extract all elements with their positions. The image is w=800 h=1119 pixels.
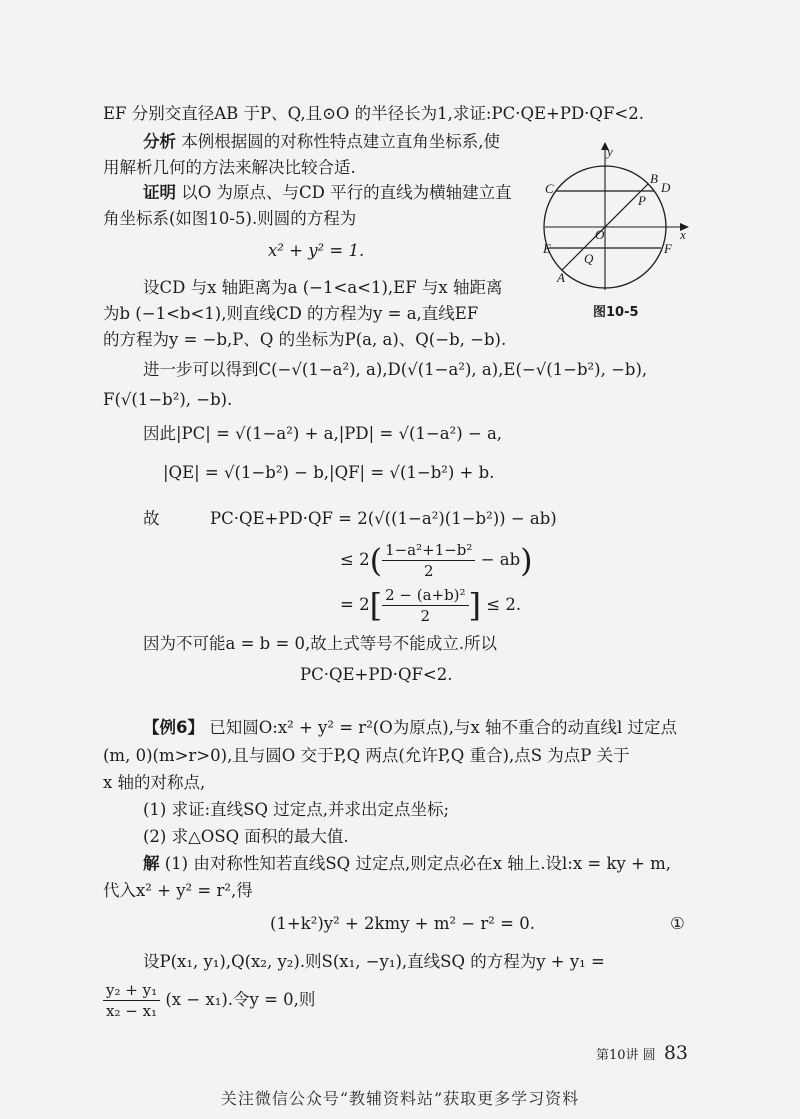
page-number: 83 (663, 1042, 688, 1064)
figure-10-5 (540, 140, 690, 300)
inequality-line-3 (340, 585, 521, 626)
fraction-numerator: 2 − (a+b)² (382, 585, 468, 606)
circle-equation: x² + y² = 1. (268, 241, 365, 260)
proof-label: 证明 (143, 183, 176, 202)
ineq2-tail: − ab (480, 550, 521, 569)
label-d: D (661, 180, 671, 195)
text-line-p8: 因此|PC| = √(1−a²) + a,|PD| = √(1−a²) − a, (143, 424, 503, 443)
ineq2-lead: ≤ 2 (340, 550, 370, 569)
fraction-slope (103, 980, 160, 1021)
bracket-close: ] (468, 586, 482, 625)
ineq3-tail: ≤ 2. (486, 595, 522, 614)
fraction-numerator: y₂ + y₁ (103, 980, 160, 1001)
label-y: y (607, 144, 613, 159)
example-line-2: (m, 0)(m>r>0),且与圆O 交于P,Q 两点(允许P,Q 重合),点S 为点P 关于 (103, 746, 630, 765)
fraction-numerator: 1−a²+1−b² (382, 540, 475, 561)
fraction-denominator: 2 (423, 562, 434, 580)
analysis-line-2: 用解析几何的方法来解决比较合适. (103, 158, 356, 177)
proof-line-2: 角坐标系(如图10-5).则圆的方程为 (103, 209, 357, 228)
paren-close: ) (520, 541, 533, 580)
proof-line-1 (143, 182, 512, 204)
solution-line-3: 设P(x₁, y₁),Q(x₂, y₂).则S(x₁, −y₁),直线SQ 的方程为y + y₁ = (143, 952, 605, 971)
label-f: F (664, 241, 672, 256)
text-line-1: EF 分别交直径AB 于P、Q,且⊙O 的半径长为1,求证:PC·QE+PD·QF<2. (103, 104, 644, 123)
label-o: O (595, 227, 605, 242)
text-line-p5: 的方程为y = −b,P、Q 的坐标为P(a, a)、Q(−b, −b). (103, 330, 507, 349)
inequality-line-2 (340, 540, 533, 581)
gu-label: 故 (143, 509, 160, 528)
text-line-p7: F(√(1−b²), −b). (103, 390, 233, 409)
fraction-denominator: 2 (420, 607, 431, 625)
analysis-line-1 (143, 131, 500, 153)
label-p: P (638, 193, 646, 208)
equation-marker: ① (670, 914, 685, 933)
bracket-open: [ (369, 586, 383, 625)
analysis-text-1: 本例根据圆的对称性特点建立直角坐标系,使 (181, 132, 500, 151)
conclusion-line: PC·QE+PD·QF<2. (300, 665, 453, 684)
solution-label: 解 (143, 854, 160, 873)
label-e: E (543, 241, 551, 256)
chapter-label: 第10讲 圆 (595, 1048, 656, 1063)
inequality-line-1: PC·QE+PD·QF = 2(√((1−a²)(1−b²)) − ab) (210, 509, 557, 528)
label-x: x (680, 227, 686, 242)
solution-line-2: 代入x² + y² = r²,得 (103, 881, 253, 900)
watermark-text: 关注微信公众号“教辅资料站”获取更多学习资料 (220, 1089, 580, 1108)
figure-caption: 图10-5 (593, 305, 639, 320)
paren-open: ( (369, 541, 383, 580)
label-q: Q (584, 251, 594, 266)
solution-line-4-tail: (x − x₁).令y = 0,则 (165, 990, 316, 1009)
label-b: B (650, 171, 658, 186)
proof-text-1: 以O 为原点、与CD 平行的直线为横轴建立直 (181, 183, 512, 202)
fraction-ineq2 (382, 540, 475, 581)
text-line-p4: 为b (−1<b<1),则直线CD 的方程为y = a,直线EF (103, 304, 479, 323)
example-question-2: (2) 求△OSQ 面积的最大值. (143, 827, 349, 846)
solution-text-1: (1) 由对称性知若直线SQ 过定点,则定点必在x 轴上.设l:x = ky + m, (164, 854, 671, 873)
solution-line-1 (143, 853, 671, 875)
example-text-1: 已知圆O:x² + y² = r²(O为原点),与x 轴不重合的动直线l 过定点 (209, 718, 678, 737)
fraction-denominator: x₂ − x₁ (106, 1002, 158, 1020)
label-c: C (545, 181, 554, 196)
page-footer (596, 1042, 688, 1064)
analysis-label: 分析 (143, 132, 176, 151)
label-a: A (557, 270, 565, 285)
example-line-1 (143, 717, 677, 739)
fraction-ineq3 (382, 585, 468, 626)
text-line-p6: 进一步可以得到C(−√(1−a²), a),D(√(1−a²), a),E(−√(1−b²), −b), (143, 360, 648, 379)
text-line-p3: 设CD 与x 轴距离为a (−1<a<1),EF 与x 轴距离 (143, 278, 503, 297)
text-line-p10: 因为不可能a = b = 0,故上式等号不能成立.所以 (143, 634, 498, 653)
example-line-3: x 轴的对称点, (103, 773, 206, 792)
example-label: 【例6】 (143, 718, 204, 737)
solution-line-4 (103, 980, 315, 1021)
example-question-1: (1) 求证:直线SQ 过定点,并求出定点坐标; (143, 800, 450, 819)
quadratic-equation: (1+k²)y² + 2kmy + m² − r² = 0. (270, 914, 535, 933)
ineq3-lead: = 2 (340, 595, 370, 614)
text-line-p9: |QE| = √(1−b²) − b,|QF| = √(1−b²) + b. (163, 463, 495, 482)
